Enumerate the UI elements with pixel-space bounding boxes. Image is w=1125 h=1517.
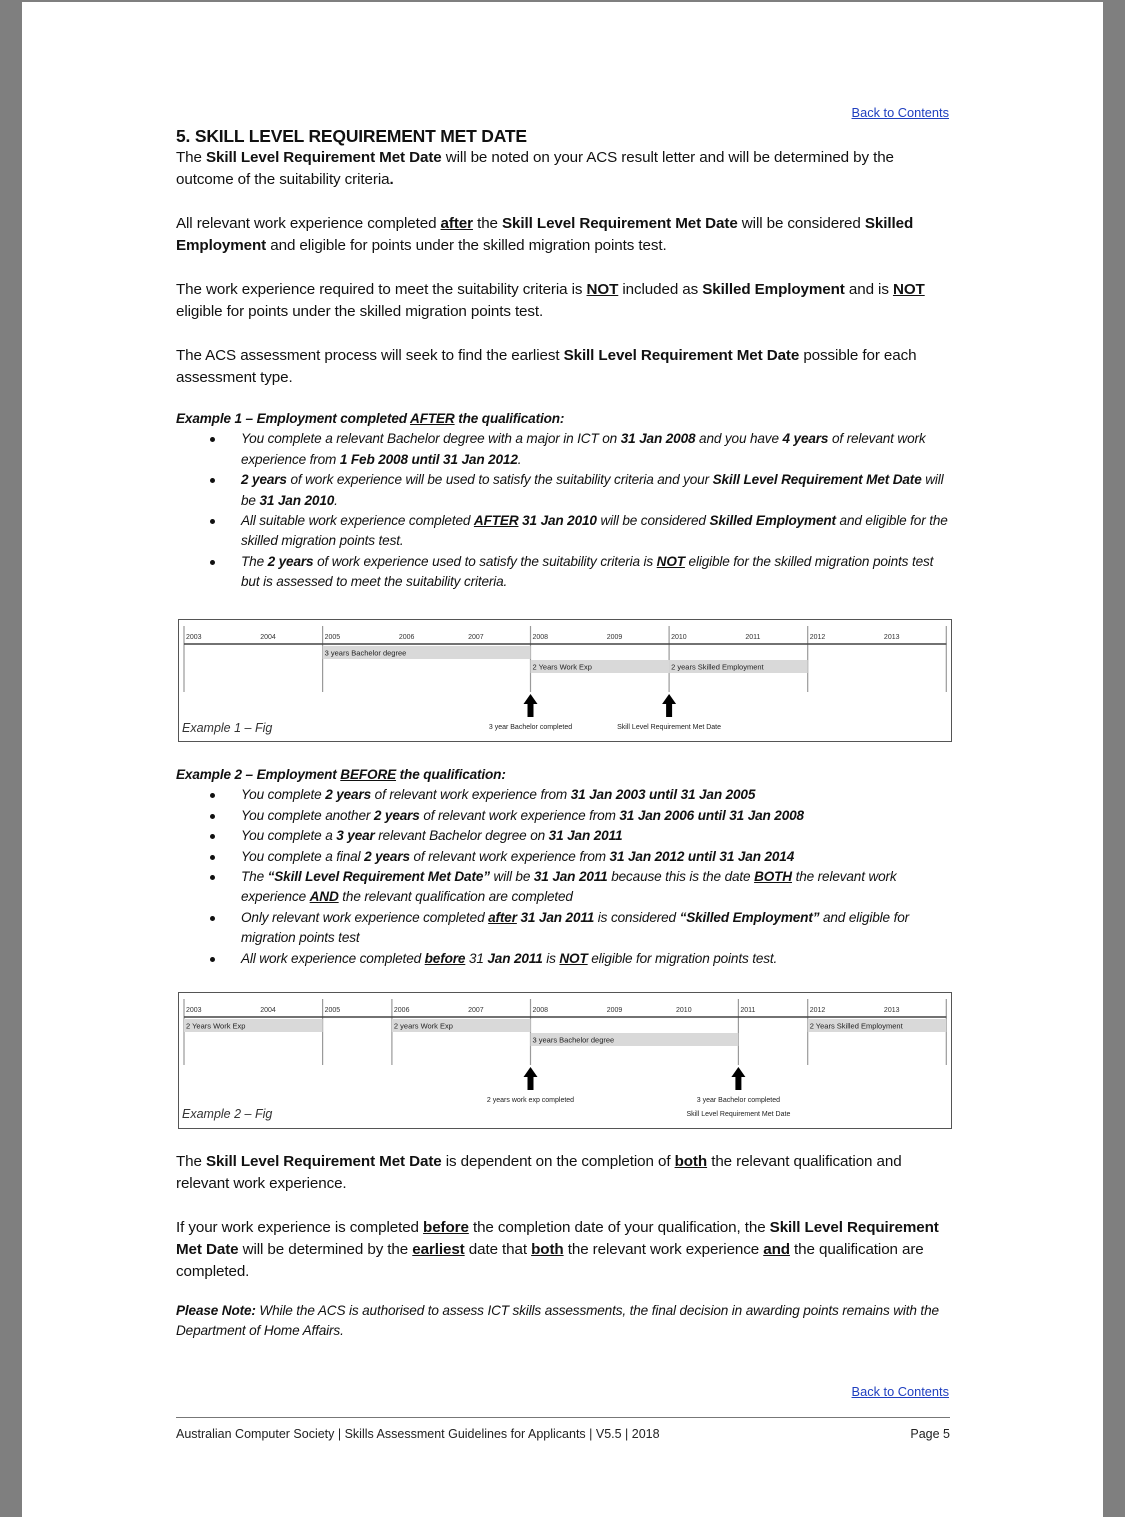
text-run: eligible for the skilled migration points test but is assessed to meet the suitability criteria. bbox=[241, 553, 934, 590]
emphasis-bold: 3 year bbox=[336, 828, 375, 844]
emphasis-underlined: both bbox=[531, 1241, 564, 1258]
section-title: 5. SKILL LEVEL REQUIREMENT MET DATE bbox=[176, 126, 527, 146]
example-1-figure-caption: Example 1 – Fig bbox=[182, 721, 273, 735]
text-run: of work experience used to satisfy the suitability criteria is bbox=[313, 553, 657, 569]
page-number: Page 5 bbox=[910, 1427, 950, 1441]
emphasis-underlined: NOT bbox=[656, 553, 685, 569]
bullet-item bbox=[176, 949, 950, 969]
text-run: The ACS assessment process will seek to find the earliest bbox=[176, 347, 564, 364]
emphasis-bold: “Skill Level Requirement Met Date” bbox=[267, 869, 490, 885]
closing-paragraph-1 bbox=[176, 1151, 950, 1195]
year-tick-label: 2005 bbox=[324, 634, 341, 641]
example-2-figure bbox=[178, 992, 952, 1129]
example-2-bullets bbox=[176, 785, 950, 969]
text-run: The bbox=[176, 1153, 206, 1170]
emphasis-bold: 31 Jan 2011 bbox=[548, 828, 623, 844]
text-run: will be bbox=[241, 472, 944, 508]
year-tick-label: 2011 bbox=[745, 634, 761, 641]
year-tick-label: 2013 bbox=[883, 634, 900, 641]
year-tick-label: 2012 bbox=[809, 634, 826, 641]
intro-paragraph-4 bbox=[176, 345, 950, 389]
year-tick-label: 2007 bbox=[468, 634, 484, 641]
footer-divider bbox=[176, 1417, 950, 1418]
emphasis-bold: 2 years bbox=[241, 472, 287, 488]
text-run: will be considered bbox=[596, 513, 710, 529]
up-arrow-icon bbox=[731, 1067, 745, 1090]
emphasis-underlined: AFTER bbox=[410, 411, 455, 426]
emphasis-bold: Skill Level Requirement Met Date bbox=[712, 472, 922, 488]
text-run: will be determined by the bbox=[238, 1241, 413, 1258]
emphasis-underlined: AND bbox=[309, 889, 339, 905]
emphasis-bold: 31 Jan 2012 until 31 Jan 2014 bbox=[609, 848, 795, 864]
marker-label: Skill Level Requirement Met Date bbox=[686, 1111, 791, 1118]
emphasis-bold: Skill Level Requirement Met Date bbox=[206, 149, 442, 166]
text-run: is considered bbox=[594, 909, 680, 925]
text-run: is bbox=[542, 950, 560, 966]
up-arrow-icon bbox=[524, 694, 538, 717]
marker-label: 3 year Bachelor completed bbox=[696, 1097, 781, 1104]
year-tick-label: 2009 bbox=[606, 634, 623, 641]
emphasis-bold: Example 2 – Employment bbox=[176, 767, 341, 782]
emphasis-bold: Skill Level Requirement Met Date bbox=[502, 215, 738, 232]
emphasis-underlined: NOT bbox=[559, 950, 588, 966]
text-run: The bbox=[241, 869, 268, 885]
year-tick-label: 2004 bbox=[260, 1007, 276, 1014]
bullet-item bbox=[176, 847, 950, 867]
text-run: the bbox=[472, 215, 503, 232]
timeline-bar-label: 3 years Bachelor degree bbox=[324, 648, 407, 658]
text-run: While the ACS is authorised to assess ICT skills assessments, the final decision in awarding points remains with the Department of Home Affairs. bbox=[176, 1303, 939, 1339]
emphasis-bold: the qualification: bbox=[396, 767, 506, 782]
bullet-item bbox=[176, 429, 950, 470]
example-1-timeline bbox=[179, 620, 951, 741]
year-tick-label: 2013 bbox=[883, 1007, 900, 1014]
example-2-figure-caption: Example 2 – Fig bbox=[182, 1107, 273, 1121]
emphasis-bold: Jan 2011 bbox=[487, 950, 543, 966]
up-arrow-icon bbox=[524, 1067, 538, 1090]
bullet-item bbox=[176, 806, 950, 826]
year-tick-label: 2011 bbox=[740, 1007, 756, 1014]
marker-label: 2 years work exp completed bbox=[486, 1097, 575, 1104]
text-run: You complete another bbox=[241, 807, 374, 823]
emphasis-bold: 31 Jan 2006 until 31 Jan 2008 bbox=[619, 807, 804, 823]
year-tick-label: 2008 bbox=[532, 1007, 549, 1014]
timeline-bar-label: 2 Years Skilled Employment bbox=[809, 1021, 903, 1031]
bullet-item bbox=[176, 867, 950, 908]
timeline-bar-label: 2 years Skilled Employment bbox=[671, 662, 764, 672]
text-run: will be noted on your ACS result letter and will be determined by the outcome of the suitability criteria bbox=[176, 149, 894, 188]
back-to-contents-link-top[interactable]: Back to Contents bbox=[851, 105, 949, 120]
year-tick-label: 2003 bbox=[186, 1007, 202, 1014]
text-run: All suitable work experience completed bbox=[241, 513, 474, 529]
emphasis-underlined: NOT bbox=[892, 281, 925, 298]
text-run: the relevant qualification and relevant work experience. bbox=[176, 1153, 902, 1192]
year-tick-label: 2010 bbox=[671, 634, 687, 641]
emphasis-bold: Skill Level Requirement Met Date bbox=[176, 1219, 939, 1258]
emphasis-underlined: before bbox=[424, 950, 466, 966]
marker-label: 3 year Bachelor completed bbox=[488, 724, 573, 731]
text-run: The bbox=[241, 553, 268, 569]
emphasis-bold: Skill Level Requirement Met Date bbox=[206, 1153, 442, 1170]
footer-document-info: Australian Computer Society | Skills Assessment Guidelines for Applicants | V5.5 | 2018 bbox=[176, 1427, 660, 1441]
emphasis-underlined: earliest bbox=[412, 1241, 465, 1258]
text-run: of work experience will be used to satisfy the suitability criteria and your bbox=[286, 472, 713, 488]
text-run: . bbox=[334, 492, 338, 508]
year-tick-label: 2007 bbox=[468, 1007, 484, 1014]
text-run: relevant Bachelor degree on bbox=[374, 828, 549, 844]
year-tick-label: 2010 bbox=[676, 1007, 692, 1014]
text-run: The work experience required to meet the suitability criteria is bbox=[176, 281, 587, 298]
text-run: If your work experience is completed bbox=[176, 1219, 424, 1236]
text-run: of relevant work experience from bbox=[419, 807, 620, 823]
text-run: and is bbox=[844, 281, 893, 298]
text-run: All work experience completed bbox=[241, 950, 425, 966]
marker-label: Skill Level Requirement Met Date bbox=[617, 724, 722, 731]
emphasis-bold: Skilled Employment bbox=[176, 215, 914, 254]
text-run: The bbox=[176, 149, 206, 166]
intro-paragraph-3 bbox=[176, 279, 950, 323]
year-tick-label: 2005 bbox=[324, 1007, 341, 1014]
year-tick-label: 2008 bbox=[532, 634, 549, 641]
text-run: You complete a final bbox=[241, 848, 365, 864]
year-tick-label: 2004 bbox=[260, 634, 276, 641]
text-run: the relevant qualification are completed bbox=[338, 889, 573, 905]
emphasis-bold: 31 Jan 2011 bbox=[520, 909, 595, 925]
text-run: of relevant work experience from bbox=[409, 848, 610, 864]
emphasis-bold: the qualification: bbox=[454, 411, 565, 426]
text-run: the qualification are completed. bbox=[176, 1241, 924, 1280]
emphasis-bold: 31 Jan 2003 until 31 Jan 2005 bbox=[570, 787, 756, 803]
example-2-heading bbox=[176, 765, 950, 785]
text-run: the relevant work experience bbox=[563, 1241, 764, 1258]
emphasis-underlined: NOT bbox=[586, 281, 619, 298]
emphasis-underlined: both bbox=[674, 1153, 708, 1170]
bullet-item bbox=[176, 552, 950, 593]
pdf-page bbox=[22, 2, 1103, 1517]
intro-paragraph-2 bbox=[176, 213, 950, 257]
example-1-bullets bbox=[176, 429, 950, 592]
year-tick-label: 2012 bbox=[809, 1007, 826, 1014]
emphasis-bold: 31 Jan 2011 bbox=[533, 869, 608, 885]
closing-section bbox=[176, 1151, 950, 1342]
text-run: and eligible for points under the skilled migration points test. bbox=[266, 237, 667, 254]
emphasis-bold: . bbox=[389, 171, 394, 188]
timeline-bar-label: 2 years Work Exp bbox=[393, 1021, 453, 1031]
text-run: date that bbox=[464, 1241, 532, 1258]
emphasis-underlined: after bbox=[488, 909, 517, 925]
text-run: You complete bbox=[241, 787, 326, 803]
bullet-item bbox=[176, 826, 950, 846]
emphasis-bold: Skill Level Requirement Met Date bbox=[563, 347, 800, 364]
bullet-item bbox=[176, 470, 950, 511]
emphasis-bold: 1 Feb 2008 until 31 Jan 2012 bbox=[339, 451, 518, 467]
emphasis-bold: 2 years bbox=[373, 807, 420, 823]
emphasis-bold: 31 Jan 2008 bbox=[620, 431, 696, 447]
emphasis-underlined: after bbox=[440, 215, 473, 232]
year-tick-label: 2009 bbox=[606, 1007, 623, 1014]
example-1-figure bbox=[178, 619, 952, 742]
example-2-timeline bbox=[179, 993, 951, 1128]
year-tick-label: 2006 bbox=[393, 1007, 410, 1014]
emphasis-underlined: and bbox=[763, 1241, 790, 1258]
bullet-item bbox=[176, 511, 950, 552]
timeline-bar-label: 2 Years Work Exp bbox=[532, 662, 592, 672]
text-run: the relevant work experience bbox=[241, 869, 897, 905]
text-run: of relevant work experience from bbox=[241, 431, 926, 467]
text-run: and eligible for migration points test bbox=[241, 909, 910, 946]
back-to-contents-link-bottom[interactable]: Back to Contents bbox=[851, 1384, 949, 1399]
emphasis-underlined: BOTH bbox=[754, 869, 792, 885]
section-body bbox=[176, 125, 950, 593]
closing-paragraph-2 bbox=[176, 1217, 950, 1283]
intro-paragraph-1 bbox=[176, 147, 950, 191]
emphasis-bold: 4 years bbox=[782, 431, 829, 447]
text-run: and you have bbox=[695, 431, 783, 447]
emphasis-bold: 31 Jan 2010 bbox=[259, 492, 335, 508]
timeline-bar-label: 3 years Bachelor degree bbox=[532, 1035, 615, 1045]
text-run: because this is the date bbox=[607, 869, 755, 885]
text-run: You complete a relevant Bachelor degree with a major in ICT on bbox=[241, 431, 621, 447]
emphasis-underlined: AFTER bbox=[473, 513, 519, 529]
emphasis-bold: 31 Jan 2010 bbox=[522, 513, 597, 529]
year-tick-label: 2003 bbox=[186, 634, 202, 641]
timeline-bar-label: 2 Years Work Exp bbox=[186, 1021, 246, 1031]
page-footer bbox=[176, 1427, 950, 1441]
text-run: eligible for migration points test. bbox=[587, 950, 778, 966]
emphasis-bold: Example 1 – Employment completed bbox=[176, 411, 411, 426]
text-run: the completion date of your qualification, the bbox=[468, 1219, 770, 1236]
bullet-item bbox=[176, 908, 950, 949]
text-run: eligible for points under the skilled migration points test. bbox=[176, 303, 544, 320]
text-run: 31 bbox=[465, 950, 488, 966]
please-note bbox=[176, 1301, 950, 1342]
up-arrow-icon bbox=[662, 694, 676, 717]
emphasis-bold: 2 years bbox=[325, 787, 372, 803]
emphasis-bold: 2 years bbox=[364, 848, 410, 864]
emphasis-bold: Skilled Employment bbox=[709, 513, 836, 529]
emphasis-bold: 2 years bbox=[267, 553, 314, 569]
year-tick-label: 2006 bbox=[398, 634, 415, 641]
text-run: and eligible for the skilled migration points test. bbox=[241, 513, 948, 549]
text-run: Only relevant work experience completed bbox=[241, 909, 489, 925]
text-run: will be bbox=[489, 869, 534, 885]
emphasis-bold: “Skilled Employment” bbox=[679, 909, 820, 925]
example-2-section bbox=[176, 765, 950, 969]
bullet-item bbox=[176, 785, 950, 805]
text-run: included as bbox=[618, 281, 703, 298]
emphasis-underlined: BEFORE bbox=[340, 767, 397, 782]
text-run: is dependent on the completion of bbox=[441, 1153, 675, 1170]
emphasis-bold: Please Note: bbox=[176, 1303, 256, 1318]
emphasis-bold: Skilled Employment bbox=[702, 281, 845, 298]
text-run: of relevant work experience from bbox=[371, 787, 571, 803]
text-run: . bbox=[517, 451, 522, 467]
text-run: possible for each assessment type. bbox=[176, 347, 917, 386]
example-1-heading bbox=[176, 409, 950, 429]
text-run: You complete a bbox=[241, 828, 337, 844]
text-run: will be considered bbox=[737, 215, 865, 232]
emphasis-underlined: before bbox=[423, 1219, 469, 1236]
text-run: All relevant work experience completed bbox=[176, 215, 441, 232]
